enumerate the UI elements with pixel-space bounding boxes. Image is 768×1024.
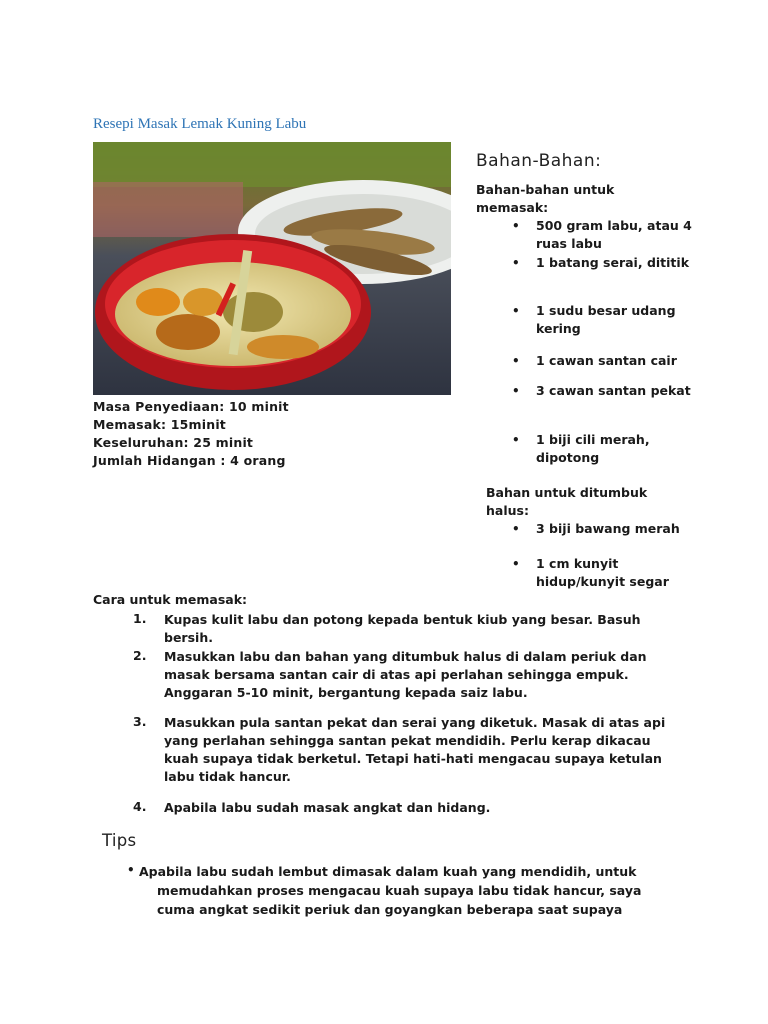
ingredient-item: 1 cawan santan cair	[536, 353, 677, 368]
bullet-icon: •	[512, 522, 520, 536]
dish-photo	[93, 142, 451, 395]
bullet-icon: •	[512, 219, 520, 233]
cook-time: Memasak: 15minit	[93, 417, 226, 432]
prep-time: Masa Penyediaan: 10 minit	[93, 399, 289, 414]
ingredients-heading: Bahan-Bahan:	[476, 151, 602, 171]
bullet-icon: •	[512, 557, 520, 571]
total-time: Keseluruhan: 25 minit	[93, 435, 254, 450]
ingredients-subheading: Bahan-bahan untuk memasak:	[476, 182, 615, 215]
ingredient-item: 500 gram labu, atau 4 ruas labu	[536, 218, 692, 251]
step-number: 4.	[133, 799, 147, 814]
ground-ingredient-item: 1 cm kunyit hidup/kunyit segar	[536, 556, 669, 589]
method-step: Masukkan pula santan pekat dan serai yang diketuk. Masak di atas api yang perlahan sehingga santan pekat mendidih. Perlu kerap dikacau kuah supaya tidak berketul. Tetapi hati-hati mengacau supaya ketulan labu tidak hancur.	[164, 715, 666, 784]
tips-heading: Tips	[102, 831, 137, 850]
bullet-icon: •	[127, 863, 135, 877]
ingredient-item: 1 batang serai, dititik	[536, 255, 690, 270]
prep-info	[93, 398, 289, 470]
bullet-icon: •	[512, 384, 520, 398]
bullet-icon: •	[512, 433, 520, 447]
step-number: 2.	[133, 648, 147, 663]
step-number: 1.	[133, 611, 147, 626]
method-step: Kupas kulit labu dan potong kepada bentuk kiub yang besar. Basuh bersih.	[164, 612, 641, 645]
ingredient-item: 1 sudu besar udang kering	[536, 303, 676, 336]
bullet-icon: •	[512, 304, 520, 318]
tip-item	[139, 862, 679, 919]
step-number: 3.	[133, 714, 147, 729]
ground-ingredients-subheading: Bahan untuk ditumbuk halus:	[486, 485, 648, 518]
dish-photo-illustration	[93, 142, 451, 395]
method-heading: Cara untuk memasak:	[93, 592, 248, 607]
method-step: Masukkan labu dan bahan yang ditumbuk halus di dalam periuk dan masak bersama santan cair di atas api perlahan sehingga empuk. Anggaran 5-10 minit, bergantung kepada saiz labu.	[164, 649, 647, 700]
bullet-icon: •	[512, 256, 520, 270]
bullet-icon: •	[512, 354, 520, 368]
ingredient-item: 3 cawan santan pekat	[536, 383, 691, 398]
method-step: Apabila labu sudah masak angkat dan hidang.	[164, 800, 491, 815]
ground-ingredient-item: 3 biji bawang merah	[536, 521, 680, 536]
ingredient-item: 1 biji cili merah, dipotong	[536, 432, 650, 465]
recipe-title: Resepi Masak Lemak Kuning Labu	[93, 116, 307, 132]
tip-line: memudahkan proses mengacau kuah supaya labu tidak hancur, saya	[157, 883, 642, 898]
tip-line: Apabila labu sudah lembut dimasak dalam kuah yang mendidih, untuk	[139, 864, 637, 879]
tip-line: cuma angkat sedikit periuk dan goyangkan beberapa saat supaya	[157, 902, 623, 917]
servings: Jumlah Hidangan : 4 orang	[93, 453, 286, 468]
